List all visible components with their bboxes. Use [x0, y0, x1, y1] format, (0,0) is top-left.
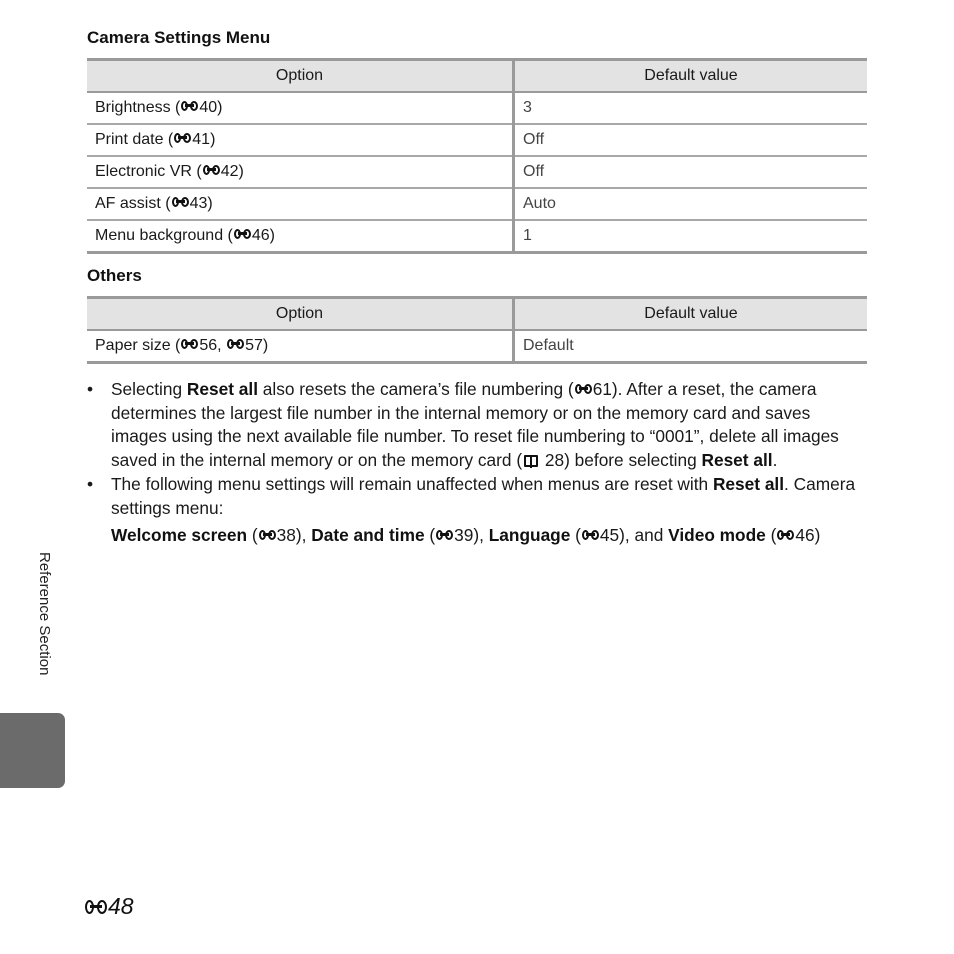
- default-value-cell: Off: [514, 156, 868, 188]
- note-unaffected-settings: [87, 473, 869, 548]
- column-header-option: Option: [87, 60, 514, 93]
- table-row: [87, 156, 867, 188]
- note-text: . Camera settings menu:: [111, 473, 856, 518]
- reference-e-icon: [174, 133, 191, 145]
- column-header-default-value: Default value: [514, 60, 868, 93]
- camera-settings-table: [87, 58, 867, 254]
- page-ref: 56,: [199, 337, 227, 354]
- bullet: •: [87, 379, 94, 399]
- table-header-row: [87, 60, 867, 93]
- page-ref: 41): [192, 131, 216, 148]
- reference-e-icon: [85, 900, 107, 915]
- note-text: 38),: [276, 525, 312, 546]
- page-ref: 57): [245, 337, 269, 354]
- page-ref: 40): [199, 99, 223, 116]
- note-text: (: [247, 525, 258, 546]
- note-text: 39),: [454, 525, 489, 546]
- page-number-value: 48: [108, 893, 134, 919]
- reference-e-icon: [234, 229, 251, 241]
- note-text: (: [570, 525, 581, 546]
- reference-e-icon: [575, 384, 592, 396]
- reference-e-icon: [181, 101, 198, 113]
- note-text: The following menu settings will remain unaffected when menus are reset with: [111, 473, 713, 494]
- note-text: 28) before selecting: [540, 450, 702, 471]
- option-name: Paper size (: [95, 337, 181, 354]
- reset-all-term: Reset all: [186, 379, 258, 399]
- reference-e-icon: [582, 530, 599, 542]
- option-name: Brightness (: [95, 99, 181, 116]
- language-term: Language: [488, 525, 571, 546]
- default-value-cell: Default: [514, 330, 868, 363]
- note-text: .: [772, 450, 778, 471]
- note-text: (: [765, 525, 777, 546]
- option-name: Print date (: [95, 131, 174, 148]
- note-reset-numbering: [87, 378, 869, 473]
- page-number: [84, 893, 134, 920]
- option-cell: [87, 330, 514, 363]
- page-ref: 42): [220, 163, 244, 180]
- option-cell: [87, 188, 514, 220]
- option-name: Menu background (: [95, 227, 233, 244]
- reference-e-icon: [172, 197, 189, 209]
- table-header-row: [87, 298, 867, 331]
- option-name: Electronic VR (: [95, 163, 202, 180]
- note-text: also resets the camera’s file numbering (: [258, 379, 574, 399]
- section-tab: [0, 713, 65, 788]
- others-heading: Others: [87, 266, 142, 285]
- reset-all-term: Reset all: [701, 450, 773, 471]
- side-section-label: Reference Section: [36, 552, 53, 676]
- reference-e-icon: [436, 530, 453, 542]
- reference-e-icon: [181, 339, 198, 351]
- note-text: 61). After a reset, the camera determines the largest file number in the internal memory or on the memory card and saves images using the next available file number. To reset file numbering to “0001”, delete all images saved in the internal memory or on the memory card (: [111, 379, 839, 471]
- default-value-cell: Off: [514, 124, 868, 156]
- date-and-time-term: Date and time: [311, 525, 425, 546]
- option-name: AF assist (: [95, 195, 171, 212]
- camera-settings-heading: Camera Settings Menu: [87, 28, 271, 47]
- page-ref: 43): [189, 195, 213, 212]
- note-text: 45), and: [599, 525, 669, 546]
- note-text: (: [424, 525, 436, 546]
- video-mode-term: Video mode: [668, 525, 766, 546]
- note-text: Selecting: [111, 379, 187, 399]
- reference-e-icon: [259, 530, 276, 542]
- table-row: [87, 188, 867, 220]
- page-ref: 46): [251, 227, 275, 244]
- default-value-cell: Auto: [514, 188, 868, 220]
- reference-e-icon: [203, 165, 220, 177]
- table-row: [87, 92, 867, 124]
- unaffected-settings-list: [111, 524, 869, 548]
- bullet: •: [87, 473, 94, 494]
- welcome-screen-term: Welcome screen: [111, 525, 248, 546]
- table-row: [87, 330, 867, 363]
- option-cell: [87, 156, 514, 188]
- default-value-cell: 3: [514, 92, 868, 124]
- note-text: 46): [795, 525, 821, 546]
- option-cell: [87, 92, 514, 124]
- table-row: [87, 220, 867, 253]
- reference-e-icon: [227, 339, 244, 351]
- table-row: [87, 124, 867, 156]
- notes-list: [87, 378, 869, 548]
- reset-all-term: Reset all: [712, 473, 785, 494]
- option-cell: [87, 220, 514, 253]
- book-icon: [524, 455, 538, 467]
- option-cell: [87, 124, 514, 156]
- default-value-cell: 1: [514, 220, 868, 253]
- column-header-option: Option: [87, 298, 514, 331]
- others-table: [87, 296, 867, 364]
- column-header-default-value: Default value: [514, 298, 868, 331]
- reference-e-icon: [777, 530, 794, 542]
